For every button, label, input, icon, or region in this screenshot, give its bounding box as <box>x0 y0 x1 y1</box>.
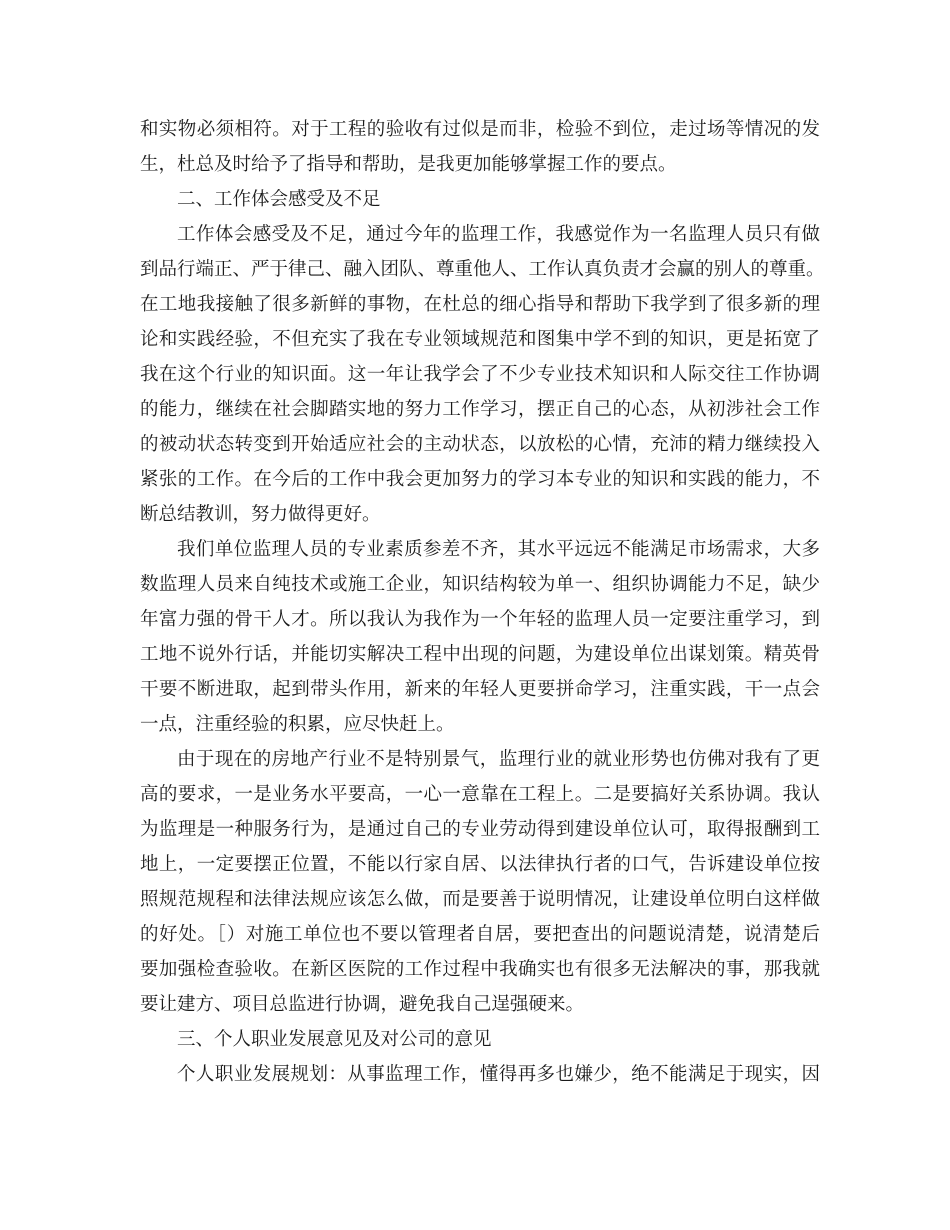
text-line: 高的要求，一是业务水平要高，一心一意靠在工程上。二是要搞好关系协调。我认 <box>140 784 820 805</box>
text-line: 一点，注重经验的积累，应尽快赶上。 <box>140 714 455 735</box>
text-line: 个人职业发展规划：从事监理工作，懂得再多也嫌少，绝不能满足于现实，因 <box>177 1064 820 1085</box>
text-line: 三、个人职业发展意见及对公司的意见 <box>177 1029 492 1050</box>
text-line: 论和实践经验，不但充实了我在专业领域规范和图集中学不到的知识，更是拓宽了 <box>140 329 820 350</box>
text-line: 在工地我接触了很多新鲜的事物，在杜总的细心指导和帮助下我学到了很多新的理 <box>140 294 820 315</box>
text-line: 要加强检查验收。在新区医院的工作过程中我确实也有很多无法解决的事，那我就 <box>140 959 820 980</box>
text-line: 的好处。［）对施工单位也不要以管理者自居，要把查出的问题说清楚，说清楚后 <box>140 924 820 945</box>
text-line: 和实物必须相符。对于工程的验收有过似是而非，检验不到位，走过场等情况的发 <box>140 119 820 140</box>
text-line: 年富力强的骨干人才。所以我认为我作为一个年轻的监理人员一定要注重学习，到 <box>140 609 820 630</box>
text-line: 数监理人员来自纯技术或施工企业，知识结构较为单一、组织协调能力不足，缺少 <box>140 574 820 595</box>
text-line: 到品行端正、严于律己、融入团队、尊重他人、工作认真负责才会赢的别人的尊重。 <box>140 259 825 280</box>
text-line: 断总结教训，努力做得更好。 <box>140 504 381 525</box>
text-line: 我在这个行业的知识面。这一年让我学会了不少专业技术知识和人际交往工作协调 <box>140 364 820 385</box>
text-line: 干要不断进取，起到带头作用，新来的年轻人更要拼命学习，注重实践，干一点会 <box>140 679 820 700</box>
text-line: 我们单位监理人员的专业素质参差不齐，其水平远远不能满足市场需求，大多 <box>177 539 820 560</box>
document-body <box>140 112 825 1092</box>
text-line: 的被动状态转变到开始适应社会的主动状态，以放松的心情，充沛的精力继续投入 <box>140 434 820 455</box>
text-line: 二、工作体会感受及不足 <box>177 189 381 210</box>
text-line: 照规范规程和法律法规应该怎么做，而是要善于说明情况，让建设单位明白这样做 <box>140 889 820 910</box>
text-line: 的能力，继续在社会脚踏实地的努力工作学习，摆正自己的心态，从初涉社会工作 <box>140 399 820 420</box>
text-line: 要让建方、项目总监进行协调，避免我自己逞强硬来。 <box>140 994 585 1015</box>
text-line: 为监理是一种服务行为，是通过自己的专业劳动得到建设单位认可，取得报酬到工 <box>140 819 820 840</box>
text-line: 工地不说外行话，并能切实解决工程中出现的问题，为建设单位出谋划策。精英骨 <box>140 644 820 665</box>
text-line: 工作体会感受及不足，通过今年的监理工作，我感觉作为一名监理人员只有做 <box>177 224 820 245</box>
text-line: 由于现在的房地产行业不是特别景气，监理行业的就业形势也仿佛对我有了更 <box>177 749 820 770</box>
text-line: 地上，一定要摆正位置，不能以行家自居、以法律执行者的口气，告诉建设单位按 <box>140 854 820 875</box>
text-line: 紧张的工作。在今后的工作中我会更加努力的学习本专业的知识和实践的能力，不 <box>140 469 820 490</box>
text-line: 生，杜总及时给予了指导和帮助，是我更加能够掌握工作的要点。 <box>140 154 677 175</box>
